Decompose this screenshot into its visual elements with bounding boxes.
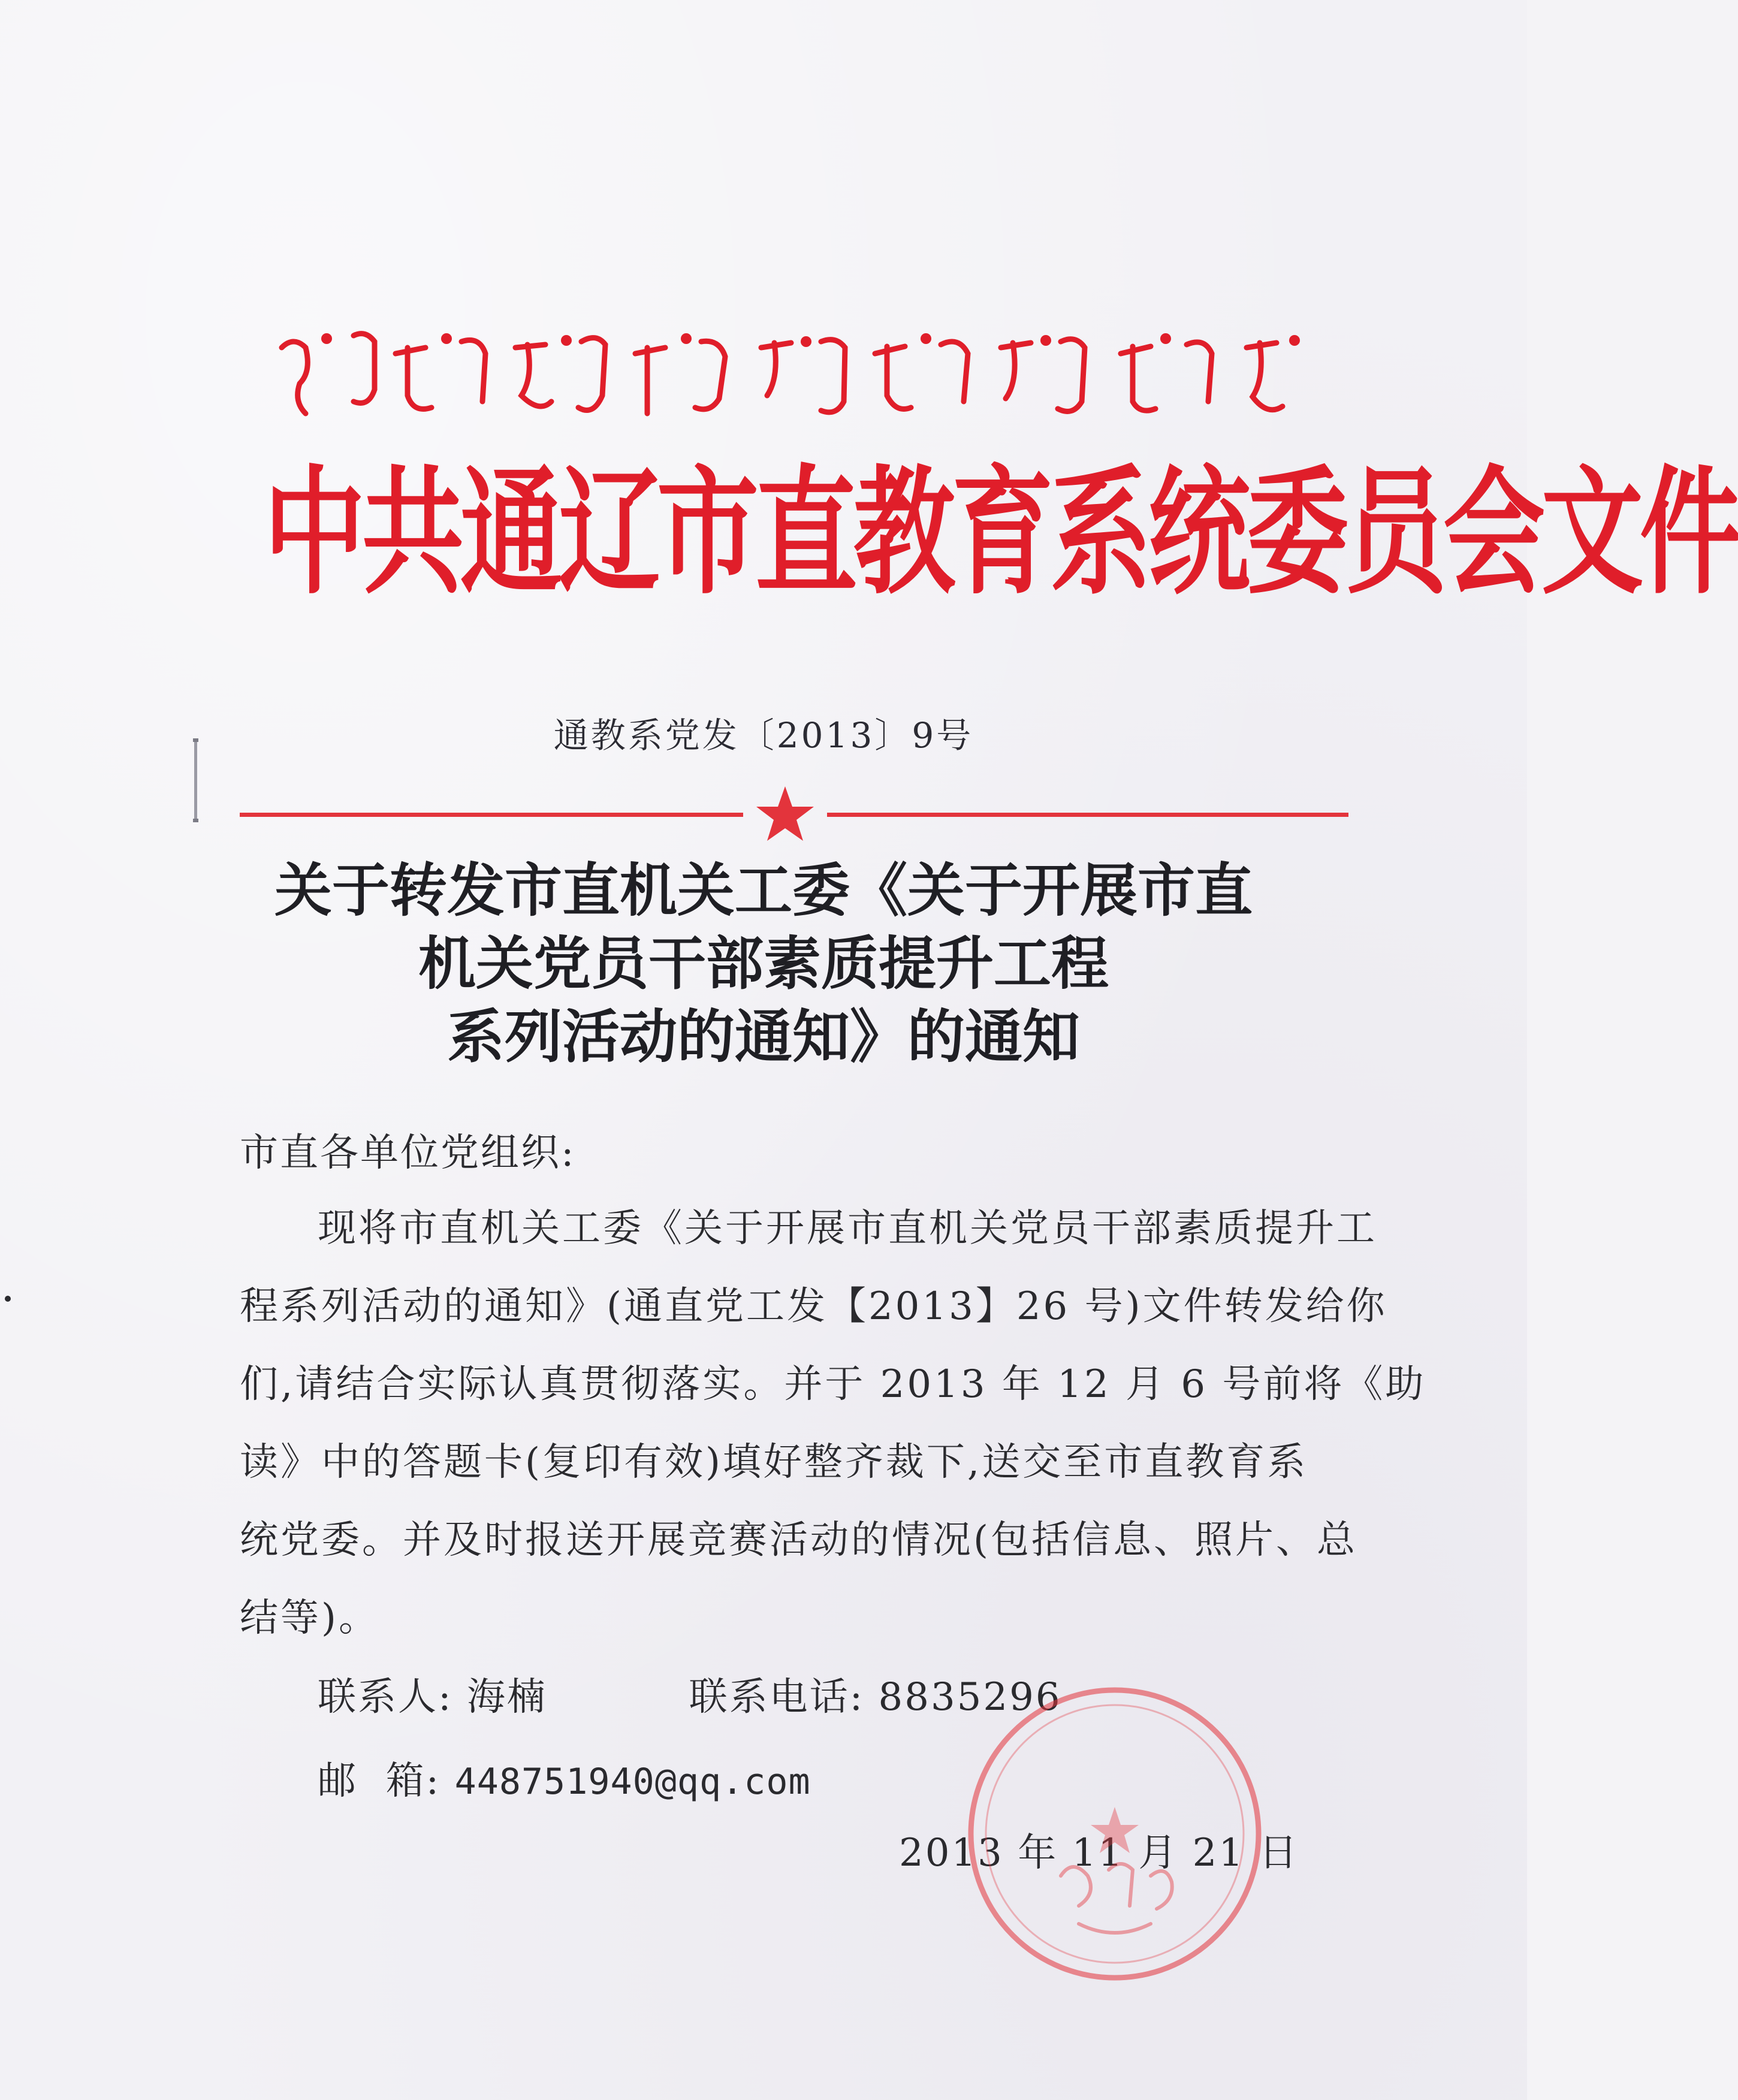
email-address[interactable]: 448751940@qq.com (454, 1761, 811, 1803)
contact-person-name: 海楠 (466, 1675, 547, 1719)
header-title: 中共通辽市直教育系统委员会文件 (264, 453, 1738, 614)
red-rule-right (827, 813, 1348, 817)
notice-title-line: 机关党员干部素质提升工程 (418, 930, 1109, 997)
contact-phone: 8835296 (878, 1675, 1062, 1719)
contact-person-label: 联系人: (318, 1675, 453, 1719)
contact-line (318, 1666, 1062, 1721)
body-line: 结等)。 (240, 1596, 379, 1640)
notice-title (180, 854, 1347, 1073)
document-number: 通教系党发〔2013〕9号 (553, 715, 974, 756)
notice-title-line: 关于转发市直机关工委《关于开展市直 (274, 856, 1253, 924)
salutation: 市直各单位党组织: (240, 1131, 576, 1175)
contact-phone-label: 联系电话: (689, 1675, 865, 1719)
email-line (318, 1750, 811, 1805)
body-line: 程系列活动的通知》(通直党工发【2013】26 号)文件转发给你 (240, 1284, 1387, 1329)
red-rule-left (240, 813, 743, 817)
email-label: 邮 箱: (318, 1759, 441, 1803)
body-line: 统党委。并及时报送开展竞赛活动的情况(包括信息、照片、总 (240, 1518, 1357, 1562)
official-seal (959, 1678, 1271, 1990)
body-line: 现将市直机关工委《关于开展市直机关党员干部素质提升工 (318, 1206, 1377, 1251)
body-line: 读》中的答题卡(复印有效)填好整齐裁下,送交至市直教育系 (240, 1440, 1308, 1485)
scan-dot (5, 1296, 11, 1302)
notice-title-line: 系列活动的通知》的通知 (447, 1003, 1080, 1070)
star-icon (754, 784, 816, 844)
document-date: 2013 年 11 月 21 日 (899, 1831, 1299, 1875)
body-line: 们,请结合实际认真贯彻落实。并于 2013 年 12 月 6 号前将《助 (240, 1362, 1426, 1407)
body-paragraph (240, 1190, 1426, 1657)
mongolian-header-graphic (270, 312, 1318, 432)
